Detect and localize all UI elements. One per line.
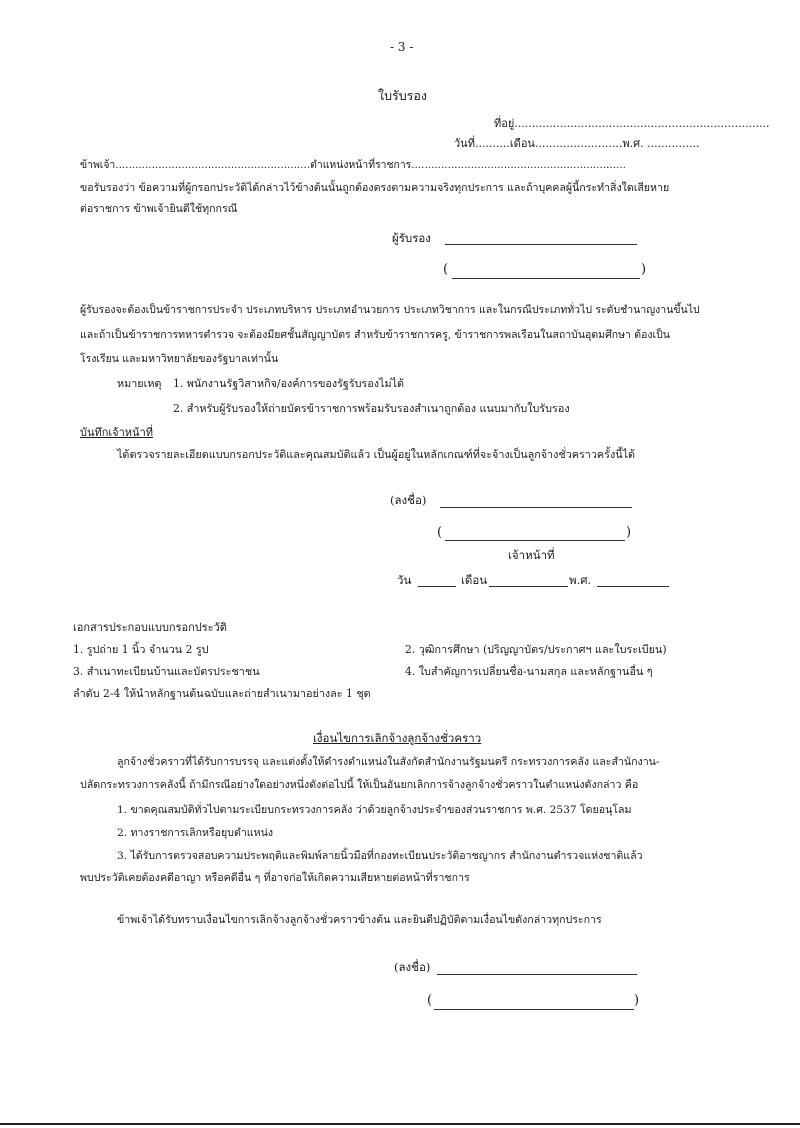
termination-intro-1: ลูกจ้างชั่วคราวที่ได้รับการบรรจุ และแต่งตั้งให้ดำรงตำแหน่งในสังกัดสำนักงานรัฐมนตรี กระทรวงการคลัง และสำนักงาน-	[117, 756, 660, 768]
note-label: หมายเหตุ	[117, 377, 162, 390]
acknowledge-signature-line[interactable]	[437, 974, 637, 975]
attachment-item-4: 4. ใบสำคัญการเปลี่ยนชื่อ-นามสกุล และหลักฐานอื่น ๆ	[405, 665, 653, 678]
date-line[interactable]: วันที่..........เดือน.........................พ.ศ. ...............	[454, 137, 700, 150]
officer-sign-label: (ลงชื่อ)	[390, 493, 427, 507]
certifier-paren-close: )	[641, 262, 647, 277]
requirements-line-1: ผู้รับรองจะต้องเป็นข้าราชการประจำ ประเภทบริหาร ประเภทอำนวยการ ประเภทวิชาการ และในกรณีประเภททั่วไป ระดับชำนาญงานขึ้นไป	[80, 304, 700, 316]
officer-note-text: ได้ตรวจรายละเอียดแบบกรอกประวัติและคุณสมบัติแล้ว เป็นผู้อยู่ในหลักเกณฑ์ที่จะจ้างเป็นลูกจ้างชั่วคราวครั้งนี้ได้	[117, 448, 636, 461]
officer-year-label: พ.ศ.	[569, 573, 592, 587]
statement-line-2: ต่อราชการ ข้าพเจ้ายินดีใช้ทุกกรณี	[80, 203, 238, 215]
statement-line-1: ขอรับรองว่า ข้อความที่ผู้กรอกประวัติได้กล่าวไว้ข้างต้นนั้นถูกต้องตรงตามความจริงทุกประการ และถ้าบุคคลผู้นี้กระทำสิ่งใดเสียหาย	[80, 182, 670, 194]
certificate-title	[378, 86, 427, 106]
page-number: - 3 -	[390, 40, 414, 54]
acknowledge-paren-close: )	[634, 993, 640, 1008]
termination-intro-2: ปลัดกระทรวงการคลังนี้ ถ้ามีกรณีอย่างใดอย่างหนึ่งดังต่อไปนี้ ให้เป็นอันยกเลิกการจ้างลูกจ้างชั่วคราวในตำแหน่งดังกล่าว คือ	[80, 779, 639, 791]
acknowledge-sign-label: (ลงชื่อ)	[394, 960, 431, 974]
certifier-paren-open: (	[443, 262, 449, 277]
certifier-name-line[interactable]	[452, 278, 640, 279]
termination-condition-3a: 3. ได้รับการตรวจสอบความประพฤติและพิมพ์ลายนิ้วมือที่กองทะเบียนประวัติอาชญากร สำนักงานตำรวจแห่งชาติแล้ว	[117, 850, 643, 862]
bottom-border-line	[0, 1123, 800, 1125]
termination-condition-1: 1. ขาดคุณสมบัติทั่วไปตามระเบียบกระทรวงการคลัง ว่าด้วยลูกจ้างประจำของส่วนราชการ พ.ศ. 2537 โดยอนุโลม	[117, 804, 632, 816]
note-2: 2. สำหรับผู้รับรองให้ถ่ายบัตรข้าราชการพร้อมรับรองสำเนาถูกต้อง แนบมากับใบรับรอง	[173, 402, 570, 415]
termination-acknowledge: ข้าพเจ้าได้รับทราบเงื่อนไขการเลิกจ้างลูกจ้างชั่วคราวข้างต้น และยินดีปฏิบัติตามเงื่อนไขดังกล่าวทุกประการ	[117, 914, 602, 926]
officer-paren-close: )	[626, 525, 632, 540]
attachment-item-2: 2. วุฒิการศึกษา (ปริญญาบัตร/ประกาศฯ และใบระเบียน)	[405, 643, 667, 656]
attachment-item-3: 3. สำเนาทะเบียนบ้านและบัตรประชาชน	[73, 665, 260, 678]
attachment-item-1: 1. รูปถ่าย 1 นิ้ว จำนวน 2 รูป	[73, 643, 209, 656]
officer-note-heading: บันทึกเจ้าหน้าที่	[80, 426, 153, 439]
certifier-signature-line[interactable]	[445, 244, 637, 245]
termination-heading: เงื่อนไขการเลิกจ้างลูกจ้างชั่วคราว	[313, 731, 482, 745]
termination-condition-3b: พบประวัติเคยต้องคดีอาญา หรือคดีอื่น ๆ ที่อาจก่อให้เกิดความเสียหายต่อหน้าที่ราชการ	[80, 872, 470, 884]
officer-month-field[interactable]	[489, 586, 568, 587]
attachments-heading: เอกสารประกอบแบบกรอกประวัติ	[73, 621, 227, 634]
requirements-line-2: และถ้าเป็นข้าราชการทหารตำรวจ จะต้องมียศชั้นสัญญาบัตร สำหรับข้าราชการครู, ข้าราชการพลเรือนในสถาบันอุดมศึกษา ต้องเป็น	[80, 329, 670, 341]
address-line[interactable]: ที่อยู่.........................................................................	[494, 117, 770, 130]
officer-year-field[interactable]	[597, 586, 669, 587]
acknowledge-name-line[interactable]	[434, 1009, 634, 1010]
officer-name-line[interactable]	[445, 540, 625, 541]
certificate-title-text: ใบรับรอง	[378, 88, 428, 103]
requirements-line-3: โรงเรียน และมหาวิทยาลัยของรัฐบาลเท่านั้น	[80, 353, 279, 365]
acknowledge-paren-open: (	[427, 993, 433, 1008]
certifier-label: ผู้รับรอง	[392, 231, 431, 245]
declarant-line[interactable]: ข้าพเจ้า...........................................................ตำแหน่งหน้าที่ราชการ.................................................................	[80, 159, 626, 171]
officer-title: เจ้าหน้าที่	[508, 548, 555, 562]
officer-paren-open: (	[437, 525, 443, 540]
officer-month-label: เดือน	[461, 573, 488, 587]
officer-signature-line[interactable]	[440, 507, 632, 508]
officer-day-label: วัน	[397, 573, 412, 587]
note-1: 1. พนักงานรัฐวิสาหกิจ/องค์การของรัฐรับรองไม่ได้	[173, 377, 405, 390]
attachments-footnote: ลำดับ 2-4 ให้นำหลักฐานต้นฉบับและถ่ายสำเนามาอย่างละ 1 ชุด	[73, 687, 371, 700]
officer-day-field[interactable]	[418, 586, 456, 587]
termination-condition-2: 2. ทางราชการเลิกหรือยุบตำแหน่ง	[117, 827, 274, 839]
